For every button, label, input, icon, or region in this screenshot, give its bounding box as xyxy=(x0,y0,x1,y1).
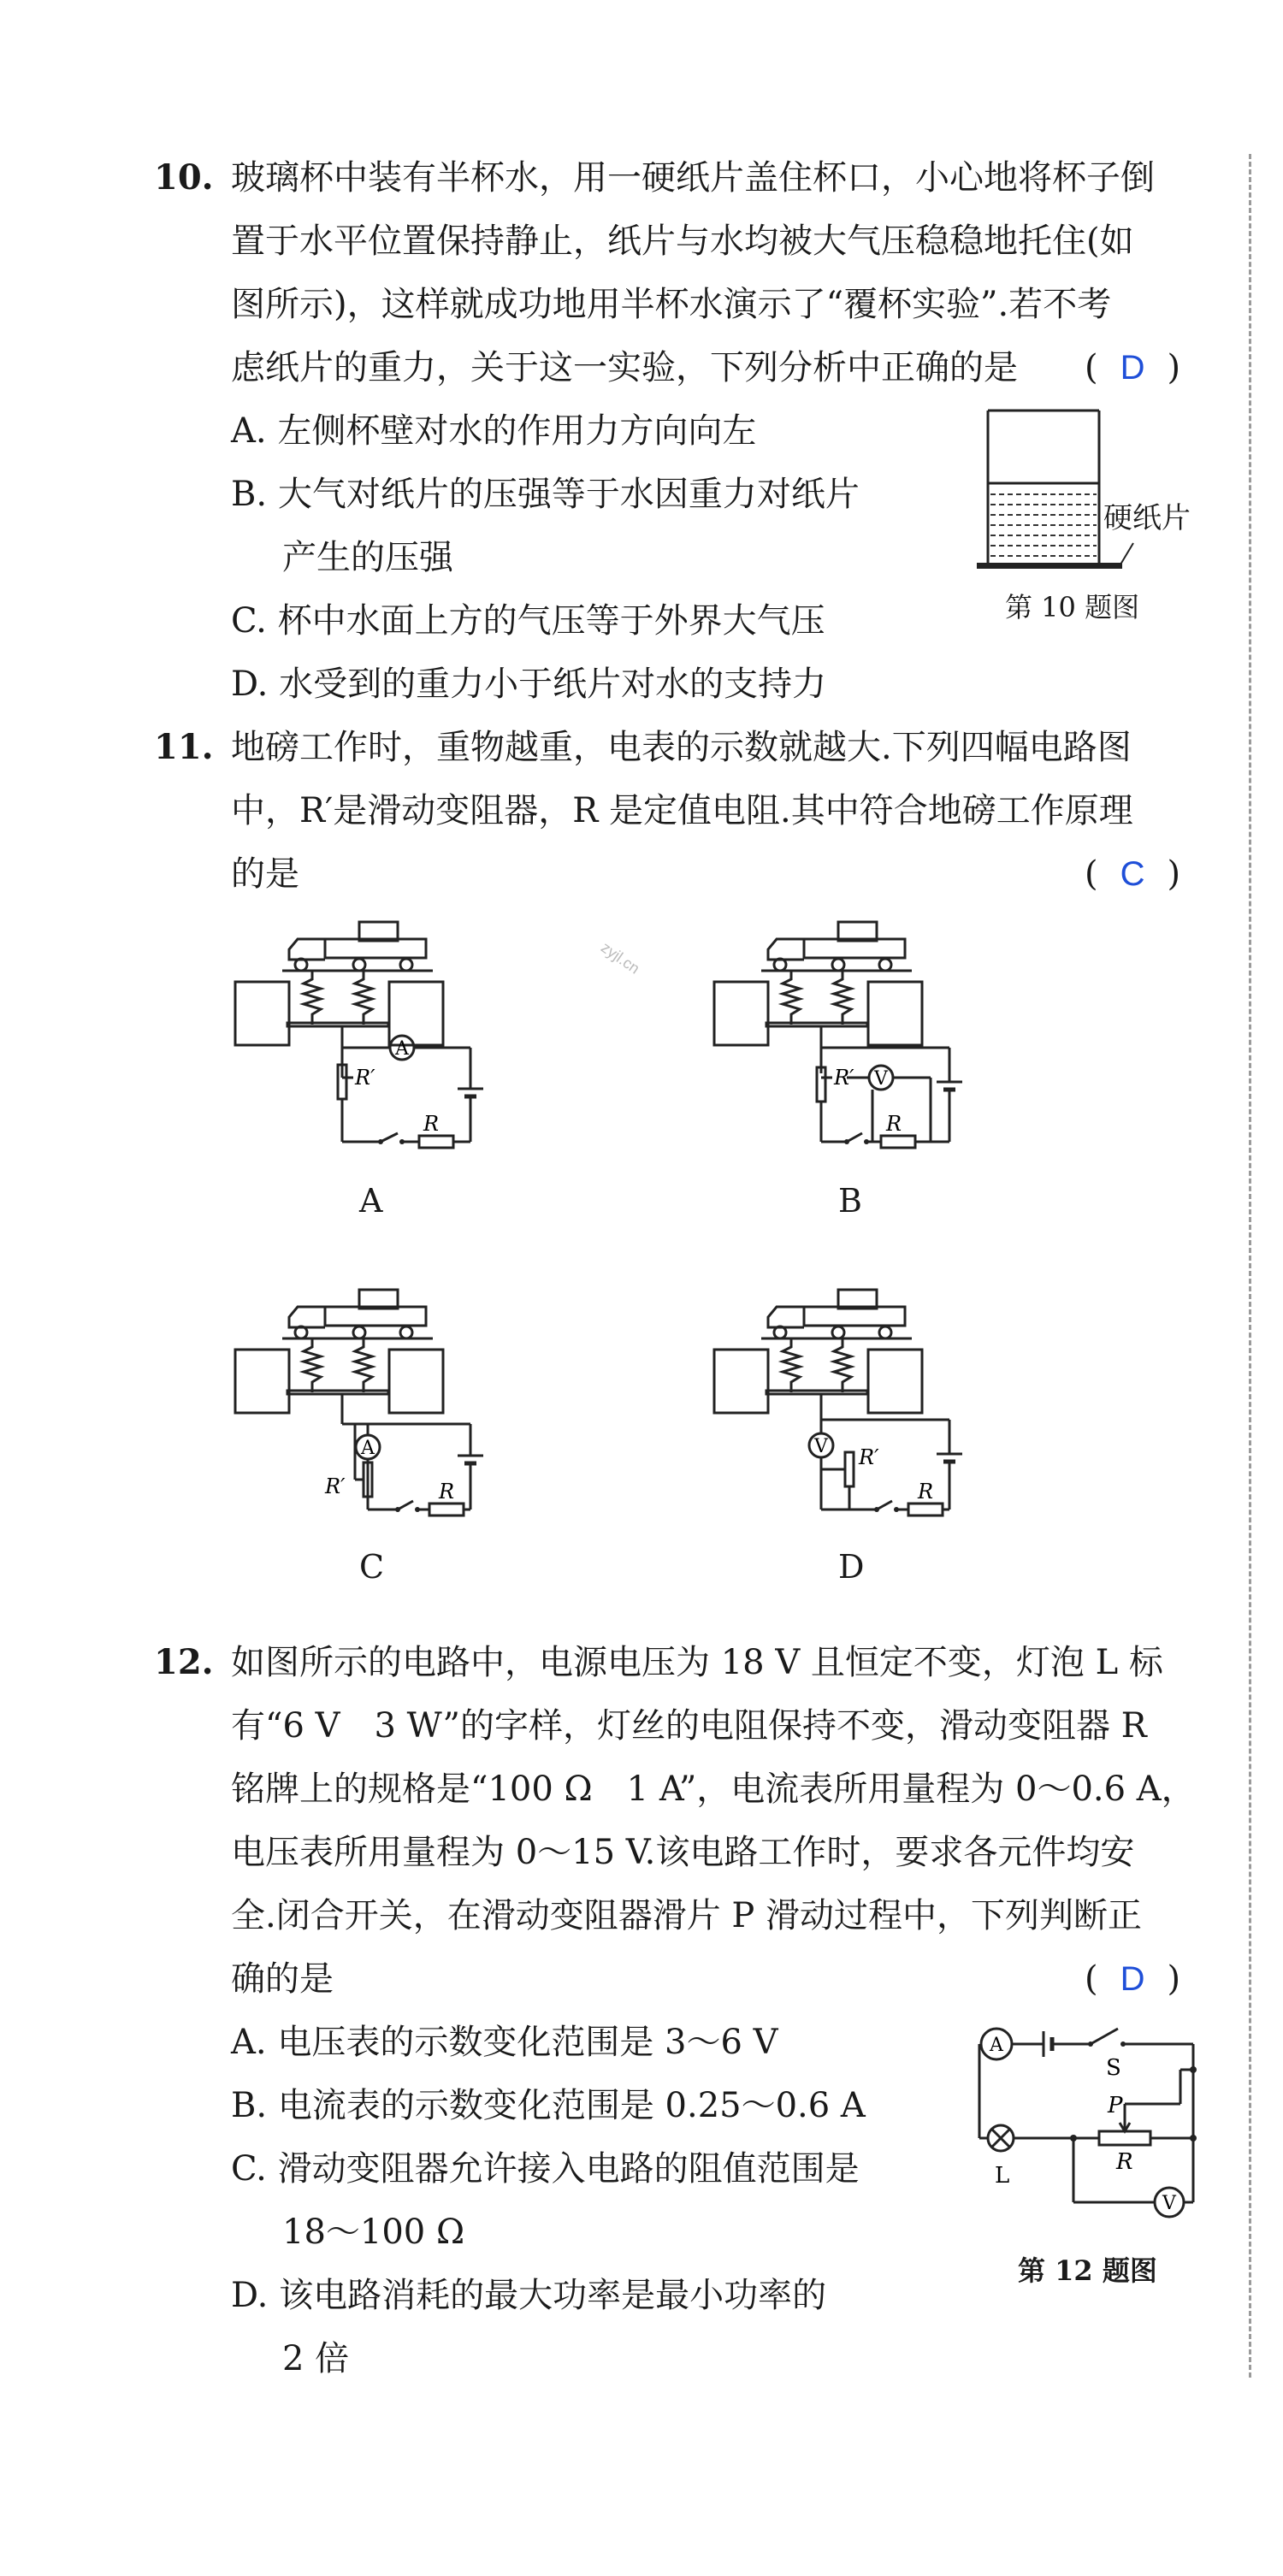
question-11-line-1: 地磅工作时，重物越重，电表的示数就越大.下列四幅电路图 xyxy=(231,728,1132,767)
figure-10-paper-label: 硬纸片 xyxy=(1103,501,1191,535)
figure-12-circuit xyxy=(962,2018,1219,2241)
question-12-line-4: 电压表所用量程为 0～15 V.该电路工作时，要求各元件均安 xyxy=(231,1833,1135,1872)
figure-10-cup xyxy=(958,402,1180,573)
question-11-answer: ( C ) xyxy=(1085,854,1181,894)
ammeter-symbol: A xyxy=(395,1038,409,1060)
question-11-line-3: 的是 xyxy=(231,854,299,894)
resistor-label: R xyxy=(423,1112,440,1136)
circuit-d-label: D xyxy=(838,1548,865,1586)
margin-dashed-rule xyxy=(1249,154,1251,2378)
question-12-line-5: 全.闭合开关，在滑动变阻器滑片 P 滑动过程中，下列判断正 xyxy=(231,1896,1143,1935)
fig12-rheostat-label: R xyxy=(1116,2149,1133,2175)
figure-12-caption: 第 12 题图 xyxy=(1018,2254,1157,2287)
ammeter-symbol: A xyxy=(361,1438,375,1459)
question-12-line-1: 如图所示的电路中，电源电压为 18 V 且恒定不变，灯泡 L 标 xyxy=(231,1643,1163,1682)
question-10-line-2: 置于水平位置保持静止，纸片与水均被大气压稳稳地托住(如 xyxy=(231,222,1134,261)
question-12-option-b: B. 电流表的示数变化范围是 0.25～0.6 A xyxy=(231,2086,866,2125)
question-10-option-b-cont: 产生的压强 xyxy=(282,538,453,577)
question-11-line-2: 中，R′是滑动变阻器，R 是定值电阻.其中符合地磅工作原理 xyxy=(231,791,1133,830)
circuit-a-label: A xyxy=(359,1182,383,1220)
answer-letter: C xyxy=(1120,855,1145,893)
question-11-number: 11. xyxy=(154,727,214,767)
circuit-b xyxy=(710,907,967,1163)
resistor-label: R xyxy=(439,1480,455,1504)
question-10-answer: ( D ) xyxy=(1085,348,1181,387)
question-12-option-c: C. 滑动变阻器允许接入电路的阻值范围是 xyxy=(231,2149,860,2189)
resistor-label: R xyxy=(886,1112,902,1136)
rheostat-label: R′ xyxy=(859,1445,879,1469)
rheostat-label: R′ xyxy=(834,1066,854,1090)
question-10-option-c: C. 杯中水面上方的气压等于外界大气压 xyxy=(231,601,825,641)
question-10-option-d: D. 水受到的重力小于纸片对水的支持力 xyxy=(231,665,827,704)
circuit-a xyxy=(231,907,488,1163)
fig12-ammeter-symbol: A xyxy=(990,2035,1003,2056)
question-12-answer: ( D ) xyxy=(1085,1959,1181,1999)
question-10-line-3: 图所示)，这样就成功地用半杯水演示了“覆杯实验”.若不考 xyxy=(231,285,1112,324)
question-10-line-1: 玻璃杯中装有半杯水，用一硬纸片盖住杯口，小心地将杯子倒 xyxy=(231,158,1155,198)
circuit-c xyxy=(231,1274,488,1531)
voltmeter-symbol: V xyxy=(874,1068,888,1090)
answer-letter: D xyxy=(1120,1960,1145,1998)
question-10-line-4: 虑纸片的重力，关于这一实验，下列分析中正确的是 xyxy=(231,348,1018,387)
rheostat-label: R′ xyxy=(355,1066,375,1090)
question-12-line-2: 有“6 V 3 W”的字样，灯丝的电阻保持不变，滑动变阻器 R xyxy=(231,1706,1147,1746)
figure-10-caption: 第 10 题图 xyxy=(1005,591,1140,623)
voltmeter-symbol: V xyxy=(814,1436,828,1457)
question-10-option-a: A. 左侧杯壁对水的作用力方向向左 xyxy=(231,411,757,451)
watermark: zyjl.cn xyxy=(598,938,643,978)
rheostat-label: R′ xyxy=(325,1474,346,1498)
question-12-number: 12. xyxy=(154,1642,214,1682)
question-12-line-6: 确的是 xyxy=(231,1959,334,1999)
question-12-option-c-cont: 18～100 Ω xyxy=(282,2213,465,2252)
circuit-d xyxy=(710,1274,967,1531)
question-12-option-d: D. 该电路消耗的最大功率是最小功率的 xyxy=(231,2276,827,2315)
circuit-c-label: C xyxy=(359,1548,385,1586)
circuit-b-label: B xyxy=(838,1182,862,1220)
answer-letter: D xyxy=(1120,349,1145,387)
question-10-number: 10. xyxy=(154,157,214,198)
question-12-line-3: 铭牌上的规格是“100 Ω 1 A”，电流表所用量程为 0～0.6 A， xyxy=(231,1770,1196,1809)
resistor-label: R xyxy=(918,1480,934,1504)
fig12-slider-label: P xyxy=(1108,2093,1123,2118)
question-12-option-a: A. 电压表的示数变化范围是 3～6 V xyxy=(231,2023,778,2062)
fig12-switch-label: S xyxy=(1106,2055,1121,2081)
question-12-option-d-cont: 2 倍 xyxy=(282,2339,350,2378)
fig12-voltmeter-symbol: V xyxy=(1162,2193,1176,2214)
fig12-lamp-label: L xyxy=(995,2163,1010,2189)
question-10-option-b: B. 大气对纸片的压强等于水因重力对纸片 xyxy=(231,475,860,514)
